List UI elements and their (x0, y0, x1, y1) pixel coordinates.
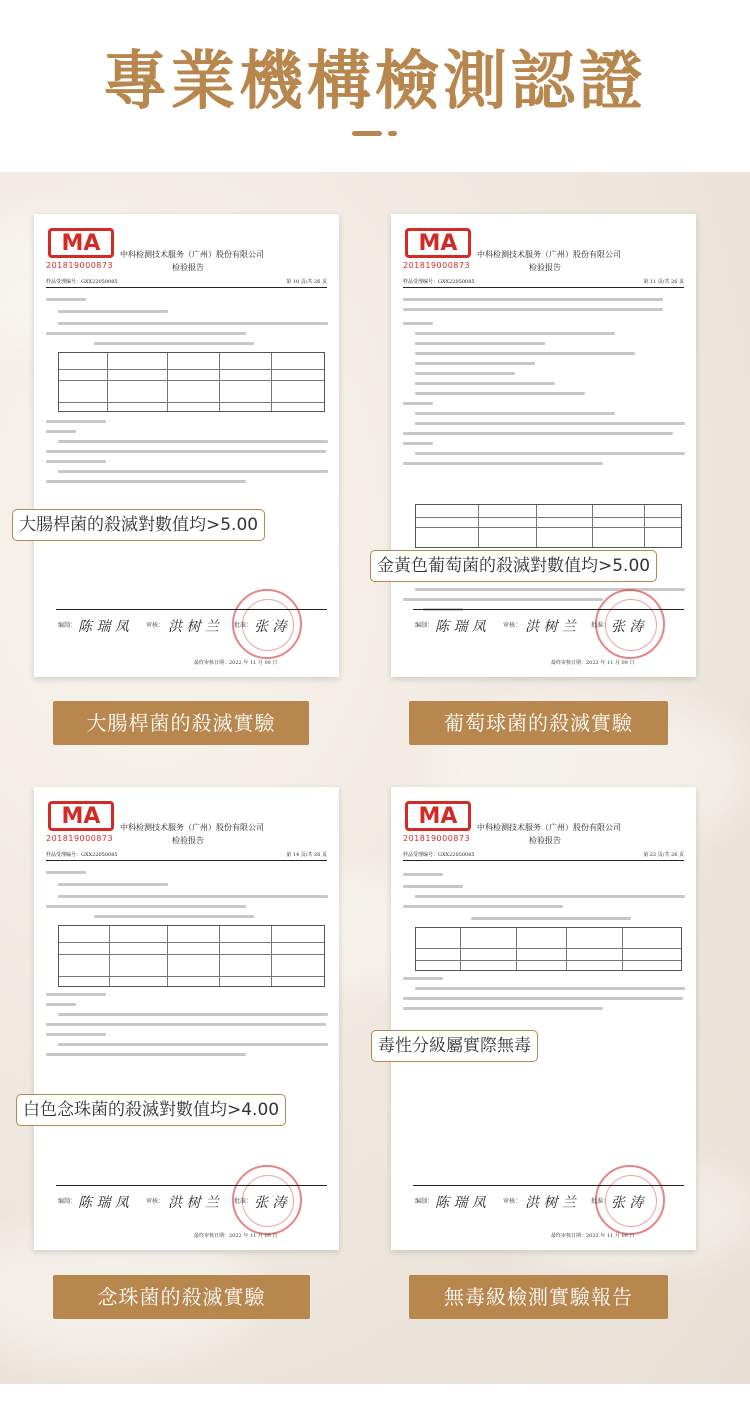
header (0, 0, 750, 175)
cma-logo-icon: MA (405, 228, 471, 258)
result-table (58, 925, 325, 987)
caption-candida: 念珠菌的殺滅實驗 (53, 1275, 310, 1319)
callout-ecoli: 大腸桿菌的殺滅對數值均>5.00 (12, 509, 265, 541)
signature-2: 洪 树 兰 (525, 619, 576, 635)
signature-1: 陈 瑞 凤 (78, 1195, 129, 1211)
company-name: 中科检测技术服务（广州）股份有限公司 (477, 250, 621, 259)
report-page-candida (34, 787, 339, 1250)
signature-row: 编制： 陈 瑞 凤 审核： 洪 树 兰 批准： 张 涛 (56, 609, 327, 649)
caption-ecoli: 大腸桿菌的殺滅實驗 (53, 701, 309, 745)
cma-logo-icon: MA (405, 801, 471, 831)
meta-row (403, 851, 684, 861)
caption-toxicity: 無毒級檢測實驗報告 (409, 1275, 668, 1319)
report-page-toxicity (391, 787, 696, 1250)
signature-1: 陈 瑞 凤 (435, 619, 486, 635)
title-underline-long (352, 131, 382, 136)
footer-band (0, 1384, 750, 1409)
signature-3: 张 涛 (611, 1195, 644, 1211)
signature-3: 张 涛 (611, 619, 644, 635)
report-title: 检验报告 (172, 836, 204, 845)
audit-date: 最终审核日期：2022 年 11 月 09 日 (551, 1233, 635, 1239)
meta-row (46, 851, 327, 861)
sample-number: 样品受理编号：GXX22050085 (46, 852, 118, 858)
result-table (58, 352, 325, 412)
signature-2: 洪 树 兰 (168, 619, 219, 635)
company-name: 中科检测技术服务（广州）股份有限公司 (120, 823, 264, 832)
result-table (415, 927, 682, 971)
signature-1: 陈 瑞 凤 (78, 619, 129, 635)
report-page-staph (391, 214, 696, 677)
page-number: 第 22 页/共 26 页 (643, 852, 684, 858)
signature-row: 编制： 陈 瑞 凤 审核： 洪 树 兰 批准： 张 涛 (413, 1185, 684, 1225)
meta-row (46, 278, 327, 288)
page-number: 第 14 页/共 26 页 (286, 852, 327, 858)
cert-number: 201819000873 (403, 261, 471, 270)
report-title: 检验报告 (529, 836, 561, 845)
sample-number: 样品受理编号：GXX22050085 (403, 852, 475, 858)
report-title: 检验报告 (172, 263, 204, 272)
signature-2: 洪 树 兰 (525, 1195, 576, 1211)
signature-1: 陈 瑞 凤 (435, 1195, 486, 1211)
signature-row: 编制： 陈 瑞 凤 审核： 洪 树 兰 批准： 张 涛 (56, 1185, 327, 1225)
report-page-ecoli (34, 214, 339, 677)
result-table (415, 504, 682, 548)
callout-candida: 白色念珠菌的殺滅對數值均>4.00 (16, 1094, 286, 1126)
cma-logo-icon: MA (48, 228, 114, 258)
cert-number: 201819000873 (46, 834, 114, 843)
signature-3: 张 涛 (254, 619, 287, 635)
callout-toxicity: 毒性分級屬實際無毒 (371, 1030, 538, 1062)
meta-row (403, 278, 684, 288)
signature-2: 洪 树 兰 (168, 1195, 219, 1211)
cert-number: 201819000873 (46, 261, 114, 270)
signature-row: 编制： 陈 瑞 凤 审核： 洪 树 兰 批准： 张 涛 (413, 609, 684, 649)
sample-number: 样品受理编号：GXX22050085 (403, 279, 475, 285)
title-underline-dot (388, 131, 397, 136)
sample-number: 样品受理编号：GXX22050085 (46, 279, 118, 285)
company-name: 中科检测技术服务（广州）股份有限公司 (120, 250, 264, 259)
cma-logo-icon: MA (48, 801, 114, 831)
cert-number: 201819000873 (403, 834, 471, 843)
page-number: 第 11 页/共 26 页 (643, 279, 684, 285)
page-number: 第 10 页/共 26 页 (286, 279, 327, 285)
signature-3: 张 涛 (254, 1195, 287, 1211)
report-title: 检验报告 (529, 263, 561, 272)
caption-staph: 葡萄球菌的殺滅實驗 (409, 701, 668, 745)
audit-date: 最终审核日期：2022 年 11 月 09 日 (194, 660, 278, 666)
audit-date: 最终审核日期：2022 年 11 月 09 日 (551, 660, 635, 666)
audit-date: 最终审核日期：2022 年 11 月 09 日 (194, 1233, 278, 1239)
page-title: 專業機構檢測認證 (103, 45, 647, 119)
callout-staph: 金黃色葡萄菌的殺滅對數值均>5.00 (370, 550, 657, 582)
company-name: 中科检测技术服务（广州）股份有限公司 (477, 823, 621, 832)
